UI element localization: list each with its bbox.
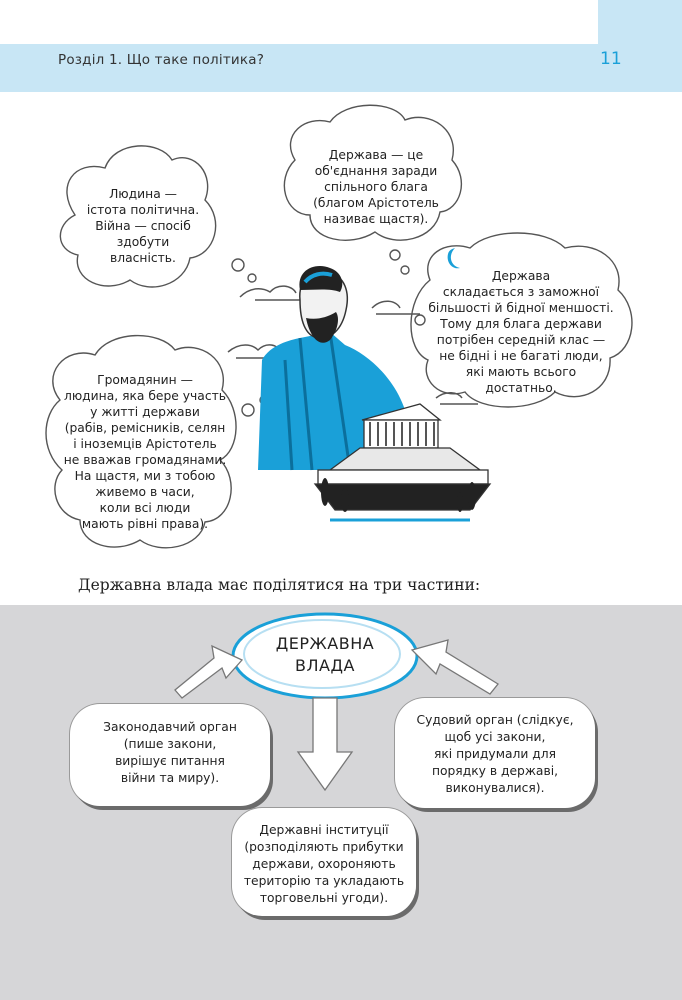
- bubble-text-man: Людина — істота політична. Війна — спосіб здобути власність.: [86, 187, 200, 265]
- page-number: 11: [600, 49, 622, 69]
- arrow-right-icon: [412, 640, 498, 694]
- legislative-text: Законодавчий орган (пише закони, вирішує питання війни та миру).: [103, 720, 237, 785]
- arrow-down-icon: [298, 698, 352, 790]
- bubble-text-state-classes: Держава складається з заможної більшості й бідної меншості. Тому для блага держави потрібен середній клас — не бідні і не багаті люди, які мають всього достатньо.: [428, 269, 614, 395]
- bubble-text-citizen: Громадянин — людина, яка бере участь у житті держави (рабів, ремісників, селян і іноземців Арістотель не вважав громадянами. На щастя, ми з тобою живемо в часи, коли всі люди мають рівні права).: [63, 373, 227, 531]
- section-title: Розділ 1. Що таке політика?: [58, 52, 265, 68]
- intro-text: Державна влада має поділятися на три частини:: [78, 576, 481, 594]
- center-label: ДЕРЖАВНА ВЛАДА: [275, 634, 375, 675]
- institutions-text: Державні інституції (розподіляють прибутки держави, охороняють територію та укладають торговельні угоди).: [243, 823, 405, 905]
- judicial-text: Судовий орган (слідкує, щоб усі закони, які придумали для порядку в державі, виконувалися).: [416, 713, 574, 795]
- bubble-text-state-union: Держава — це об'єднання заради спільного блага (благом Арістотель називає щастя).: [313, 148, 439, 226]
